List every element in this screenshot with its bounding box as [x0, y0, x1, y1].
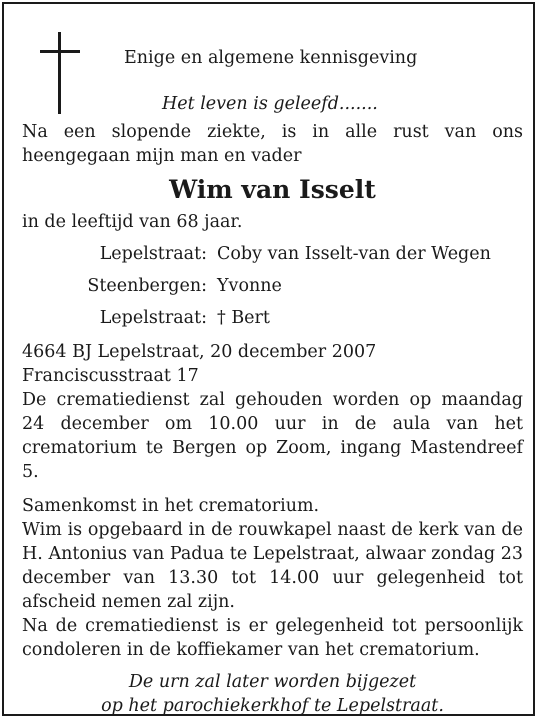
notice-body	[22, 120, 523, 718]
deceased-name: Wim van Isselt	[169, 175, 376, 204]
cross-icon	[40, 32, 80, 114]
condolence-text: Na de crematiedienst is er gelegenheid tot persoonlijk condoleren in de koffiekamer van het crematorium.	[22, 616, 523, 660]
relative-row	[22, 306, 523, 330]
relative-place: Steenbergen:	[87, 276, 207, 296]
relative-name: Coby van Isselt-van der Wegen	[217, 244, 491, 264]
gathering-text: Samenkomst in het crematorium.	[22, 496, 320, 516]
urn-line: De urn zal later worden bijgezet	[128, 672, 417, 692]
notice-header: Enige en algemene kennisgeving	[124, 48, 418, 68]
motto: Het leven is geleefd.......	[162, 94, 378, 114]
relative-row	[22, 242, 523, 266]
relative-place: Lepelstraat:	[99, 244, 207, 264]
intro-text: Na een slopende ziekte, is in alle rust van ons heengegaan mijn man en vader	[22, 122, 523, 166]
urn-line: op het parochiekerkhof te Lepelstraat.	[101, 696, 444, 716]
address-line: 4664 BJ Lepelstraat, 20 december 2007	[22, 342, 377, 362]
age-text: in de leeftijd van 68 jaar.	[22, 212, 243, 232]
viewing-text: Wim is opgebaard in de rouwkapel naast de kerk van de H. Antonius van Padua te Lepelstraat, alwaar zondag 23 december van 13.30 tot 14.00 uur gelegenheid tot afscheid nemen zal zijn.	[22, 520, 523, 612]
relative-name: † Bert	[217, 308, 270, 328]
service-text: De crematiedienst zal gehouden worden op maandag 24 december om 10.00 uur in de aula van het crematorium te Bergen op Zoom, ingang Mastendreef 5.	[22, 390, 523, 482]
relative-row	[22, 274, 523, 298]
relative-place: Lepelstraat:	[99, 308, 207, 328]
death-notice	[2, 2, 535, 716]
address-line: Franciscusstraat 17	[22, 366, 199, 386]
relative-name: Yvonne	[217, 276, 282, 296]
